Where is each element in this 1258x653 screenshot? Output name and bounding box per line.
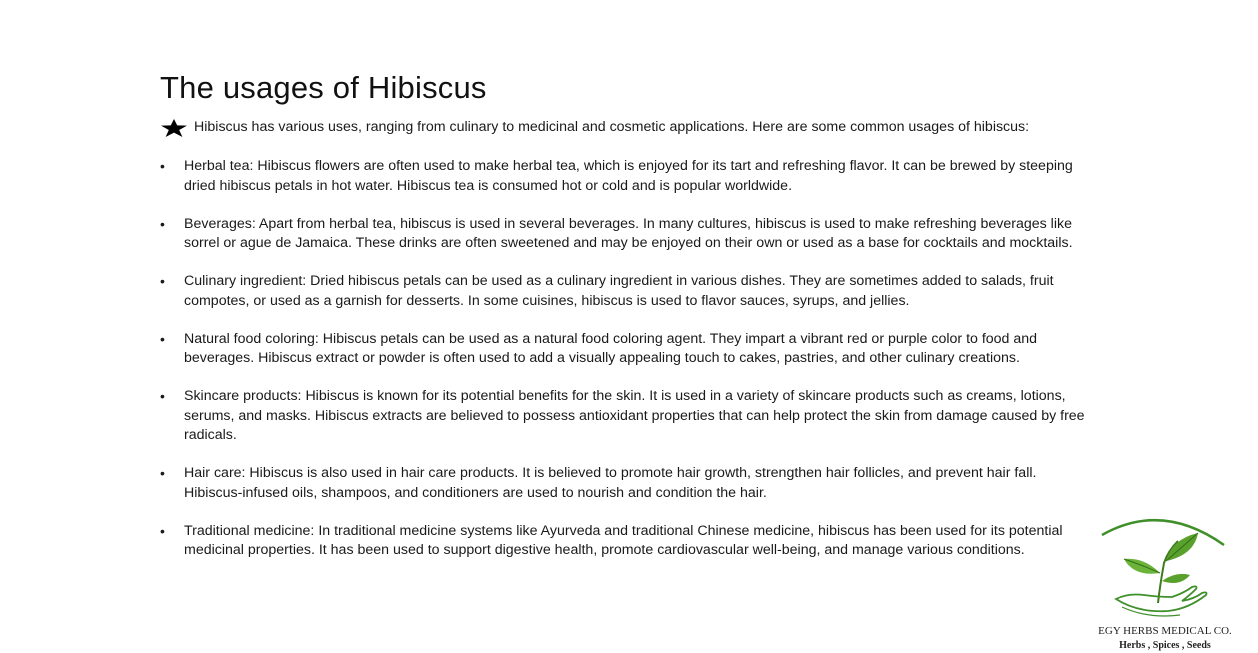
usage-text: Herbal tea: Hibiscus flowers are often used to make herbal tea, which is enjoyed for its tart and refreshing flavor. It can be brewed by steeping dried hibiscus petals in hot water. Hibiscus tea is consumed hot or cold and is popular worldwide. xyxy=(184,158,1073,194)
usage-text: Beverages: Apart from herbal tea, hibiscus is used in several beverages. In many cultures, hibiscus is used to make refreshing beverages like sorrel or ague de Jamaica. These drinks are often sweetened and may be enjoyed on their own or used as a base for cocktails and mocktails. xyxy=(184,215,1073,251)
bullet-icon: • xyxy=(160,388,165,404)
bullet-icon: • xyxy=(160,465,165,481)
usage-text: Culinary ingredient: Dried hibiscus petals can be used as a culinary ingredient in various dishes. They are sometimes added to salads, fruit compotes, or used as a garnish for desserts. In some cuisines, hibiscus is used to flavor sauces, syrups, and jellies. xyxy=(184,273,1054,309)
usage-text: Skincare products: Hibiscus is known for its potential benefits for the skin. It is used in a variety of skincare products such as creams, lotions, serums, and masks. Hibiscus extracts are believed to possess antioxidant properties that can help protect the skin from damage caused by free radicals. xyxy=(184,388,1085,443)
list-item xyxy=(160,215,1090,254)
list-item xyxy=(160,272,1090,311)
bullet-icon: • xyxy=(160,158,165,174)
usage-text: Natural food coloring: Hibiscus petals can be used as a natural food coloring agent. They impart a vibrant red or purple color to food and beverages. Hibiscus extract or powder is often used to add a visually appealing touch to cakes, pastries, and other culinary creations. xyxy=(184,330,1038,366)
bullet-icon: • xyxy=(160,273,165,289)
usage-list xyxy=(160,157,1090,579)
usage-text: Traditional medicine: In traditional medicine systems like Ayurveda and traditional Chinese medicine, hibiscus has been used for its potential medicinal properties. It has been used to support digestive health, promote cardiovascular well-being, and manage various conditions. xyxy=(184,522,1063,558)
intro-text: Hibiscus has various uses, ranging from culinary to medicinal and cosmetic applications. Here are some common usages of hibiscus: xyxy=(194,119,1030,135)
company-tagline: Herbs , Spices , Seeds xyxy=(1119,640,1211,651)
list-item xyxy=(160,330,1090,369)
usage-text: Hair care: Hibiscus is also used in hair care products. It is believed to promote hair growth, strengthen hair follicles, and prevent hair fall. Hibiscus-infused oils, shampoos, and conditioners are used to nourish and condition the hair. xyxy=(184,465,1037,501)
star-icon xyxy=(160,119,188,137)
bullet-icon: • xyxy=(160,522,165,539)
list-item xyxy=(160,522,1090,561)
company-name: EGY HERBS MEDICAL CO. xyxy=(1098,625,1232,637)
list-item xyxy=(160,387,1090,446)
company-logo xyxy=(1090,515,1240,651)
page-title: The usages of Hibiscus xyxy=(160,70,487,105)
intro-paragraph xyxy=(160,118,1080,138)
bullet-icon: • xyxy=(160,330,165,347)
bullet-icon: • xyxy=(160,215,165,232)
list-item xyxy=(160,157,1090,196)
list-item xyxy=(160,464,1090,503)
plant-in-hand-icon xyxy=(1098,515,1232,623)
